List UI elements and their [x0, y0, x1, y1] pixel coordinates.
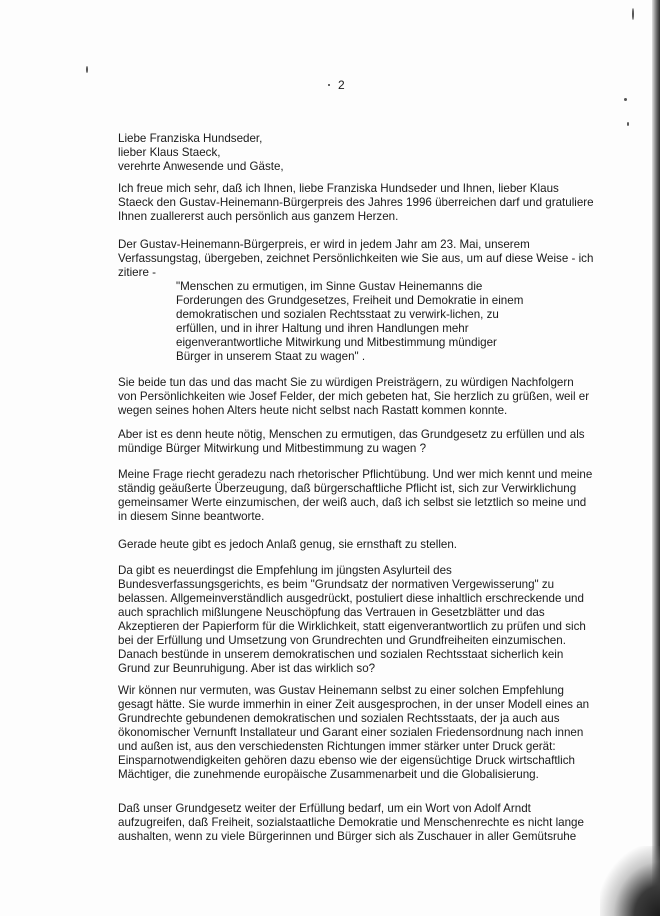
salutation-line: Liebe Franziska Hundseder, [118, 132, 263, 145]
paragraph-line: Ihnen zuallererst auch persönlich aus ganzem Herzen. [118, 210, 399, 223]
salutation-line: verehrte Anwesende und Gäste, [118, 160, 284, 173]
paragraph-line: gesagt hätte. Sie wurde immerhin in einer Zeit ausgesprochen, in der unser Modell eines an [118, 698, 590, 711]
paragraph-line: ständig geäußerte Überzeugung, daß bürgerschaftliche Pflicht ist, sich zur Verwirklichung [118, 482, 577, 495]
paragraph [118, 238, 618, 280]
salutation [118, 132, 618, 174]
paragraph-line: Meine Frage riecht geradezu nach rhetorischer Pflichtübung. Und wer mich kennt und meine [118, 468, 593, 481]
paragraph-line: ökonomischer Vernunft Installateur und Garant einer sozialen Friedensordnung nach innen [118, 726, 584, 739]
paragraph-line: Aber ist es denn heute nötig, Menschen zu ermutigen, das Grundgesetz zu erfüllen und als [118, 428, 585, 441]
quote-line: eigenverantwortliche Mitwirkung und Mitbestimmung mündiger [176, 336, 497, 349]
paragraph-line: Akzeptieren der Papierform für die Wirklichkeit, statt eigenverantwortlich zu prüfen und sich [118, 620, 586, 633]
paragraph-line: Mächtiger, die zunehmende europäische Zusammenarbeit und die Globalisierung. [118, 768, 539, 781]
paragraph-line: Danach bestünde in unserem demokratischen und sozialen Rechtsstaat sicherlich kein [118, 648, 564, 661]
quote-line: erfüllen, und in ihrer Haltung und ihren Handlungen mehr [176, 322, 469, 335]
paragraph-line: gemeinsamer Werte einzumischen, der weiß auch, daß ich selbst sie letztlich so meine und [118, 496, 587, 509]
paragraph-line: von Persönlichkeiten wie Josef Felder, der mich gebeten hat, Sie herzlich zu grüßen, weil er [118, 390, 590, 403]
paragraph-line: Ich freue mich sehr, daß ich Ihnen, liebe Franziska Hundseder und Ihnen, lieber Klaus [118, 182, 559, 195]
paragraph-line: wegen seines hohen Alters heute nicht selbst nach Rastatt kommen konnte. [118, 404, 508, 417]
scan-edge [652, 0, 660, 916]
paragraph-line: mündige Bürger Mitwirkung und Mitbestimmung zu wagen ? [118, 442, 427, 455]
paragraph [118, 468, 618, 524]
block-quote [176, 280, 596, 364]
paragraph-line: Grund zur Beunruhigung. Aber ist das wirklich so? [118, 662, 376, 675]
paragraph-line: Da gibt es neuerdingst die Empfehlung im jüngsten Asylurteil des [118, 564, 452, 577]
scan-speck [627, 122, 629, 126]
quote-line: demokratischen und sozialen Rechtsstaat zu verwirk-lichen, zu [176, 308, 499, 321]
scan-shadow [600, 846, 660, 916]
paragraph-line: aushalten, wenn zu viele Bürgerinnen und Bürger sich als Zuschauer in aller Gemütsruhe [118, 830, 577, 843]
paragraph-line: und außen ist, aus den verschiedensten Richtungen immer stärker unter Druck gerät: [118, 740, 556, 753]
paragraph [118, 538, 618, 552]
paragraph [118, 182, 618, 224]
quote-line: Forderungen des Grundgesetzes, Freiheit und Demokratie in einem [176, 294, 524, 307]
paragraph [118, 564, 618, 676]
scan-speck [328, 84, 330, 86]
paragraph-line: Grundrechte gebundenen demokratischen und sozialen Rechtsstaats, der ja auch aus [118, 712, 560, 725]
paragraph [118, 376, 618, 418]
paragraph-line: Der Gustav-Heinemann-Bürgerpreis, er wird in jedem Jahr am 23. Mai, unserem [118, 238, 530, 251]
paragraph-line: in diesem Sinne beantworte. [118, 510, 265, 523]
paragraph [118, 802, 618, 844]
paragraph-line: Staeck den Gustav-Heinemann-Bürgerpreis des Jahres 1996 überreichen darf und gratuliere [118, 196, 594, 209]
paragraph [118, 684, 618, 782]
page-number: 2 [338, 78, 345, 92]
quote-line: Bürger in unserem Staat zu wagen" . [176, 350, 366, 363]
paragraph-line: Einsparnotwendigkeiten gehören dazu ebenso wie der eigensüchtige Druck wirtschaftlich [118, 754, 575, 767]
scan-speck [632, 8, 634, 20]
paragraph-line: bei der Erfüllung und Umsetzung von Grundrechten und Grundfreiheiten einzumischen. [118, 634, 566, 647]
paragraph [118, 428, 618, 456]
paragraph-line: Daß unser Grundgesetz weiter der Erfüllung bedarf, um ein Wort von Adolf Arndt [118, 802, 531, 815]
paragraph-line: Sie beide tun das und das macht Sie zu würdigen Preisträgern, zu würdigen Nachfolgern [118, 376, 574, 389]
paragraph-line: aufzugreifen, daß Freiheit, sozialstaatliche Demokratie und Menschenrechte es nicht lange [118, 816, 584, 829]
paragraph-line: Bundesverfassungsgerichts, es beim "Grundsatz der normativen Vergewisserung" zu [118, 578, 555, 591]
paragraph-line: Verfassungstag, übergeben, zeichnet Persönlichkeiten wie Sie aus, um auf diese Weise - ich [118, 252, 594, 265]
paragraph-line: Gerade heute gibt es jedoch Anlaß genug, sie ernsthaft zu stellen. [118, 538, 458, 551]
paragraph-line: auch sprachlich mißlungene Neuschöpfung das Vertrauen in Gesetzblätter und das [118, 606, 545, 619]
paragraph-line: zitiere - [118, 266, 157, 279]
paragraph-line: Wir können nur vermuten, was Gustav Heinemann selbst zu einer solchen Empfehlung [118, 684, 564, 697]
paragraph-line: belassen. Allgemeinverständlich ausgedrückt, postuliert diese inhaltlich erschreckende und [118, 592, 584, 605]
salutation-line: lieber Klaus Staeck, [118, 146, 221, 159]
scan-speck [86, 66, 88, 73]
scan-speck [624, 98, 627, 101]
quote-line: "Menschen zu ermutigen, im Sinne Gustav Heinemanns die [176, 280, 483, 293]
